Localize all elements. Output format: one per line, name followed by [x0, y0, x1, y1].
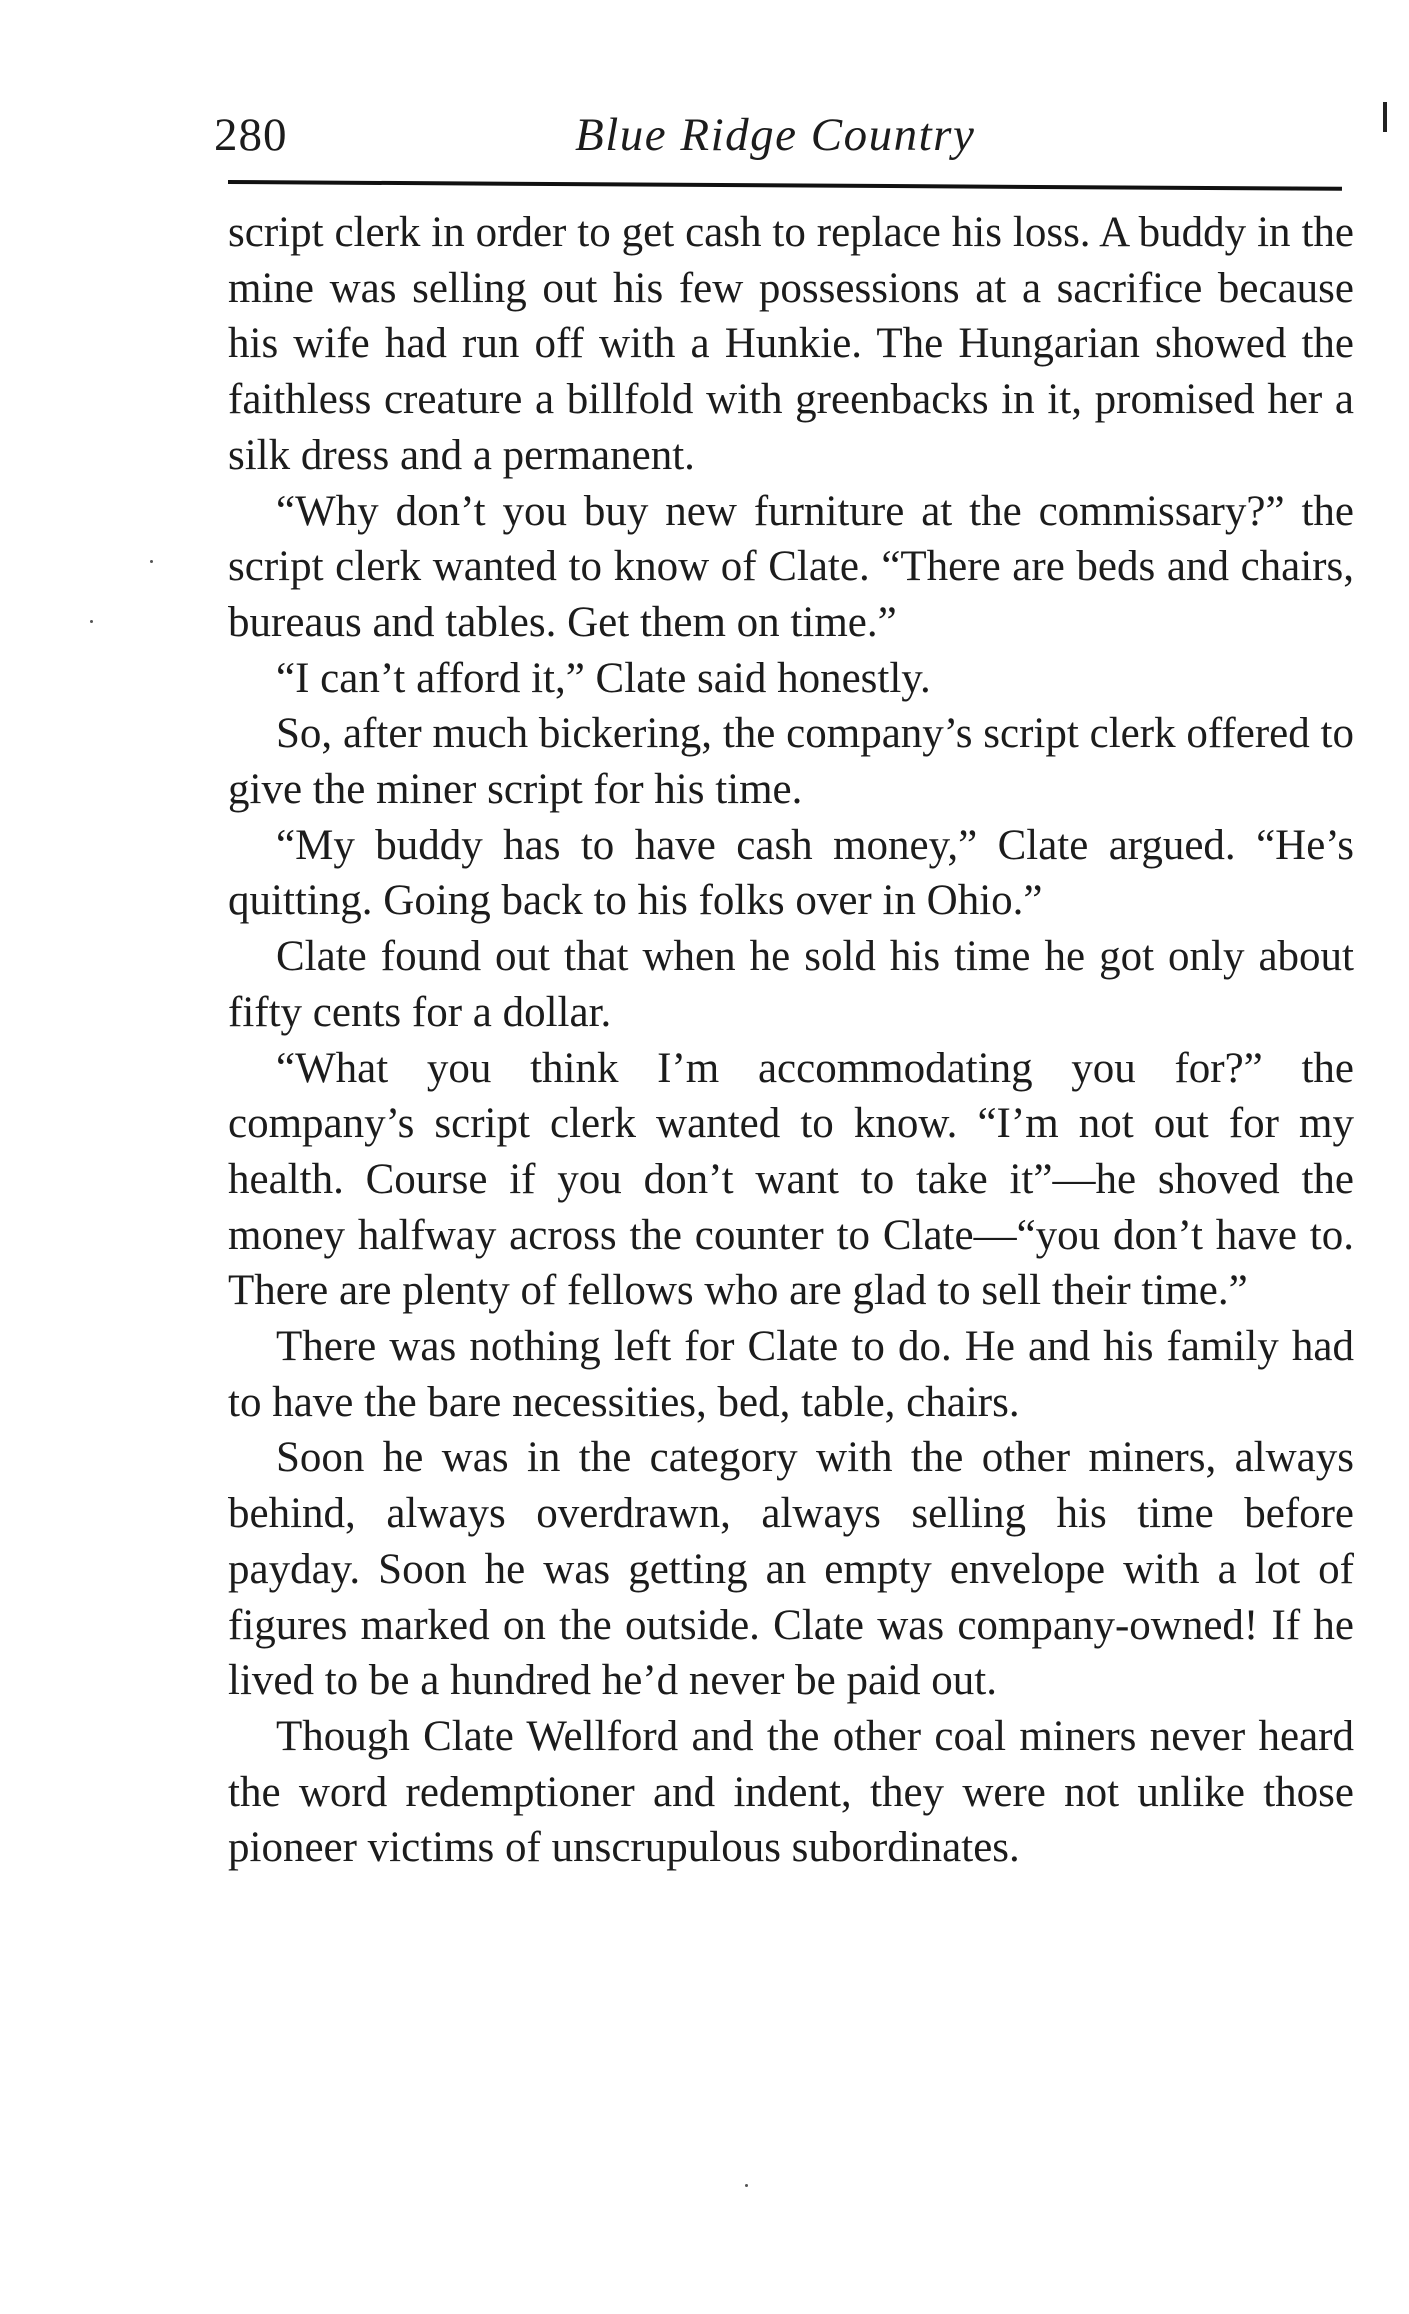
scan-speck [150, 560, 153, 563]
page-number: 280 [214, 109, 288, 161]
paragraph: There was nothing left for Clate to do. He and his family had to have the bare necessities, bed, table, chairs. [228, 1323, 1354, 1426]
paragraph: “What you think I’m accommodating you for?” the company’s script clerk wanted to know. “I’m not out for my health. Course if you don’t want to take it”—he shoved the money halfway across the counter to Clate—“you don’t have to. There are plenty of fellows who are glad to sell their time.” [228, 1044, 1354, 1315]
margin-mark [1383, 102, 1387, 132]
body-text [228, 205, 1354, 1876]
paragraph: “Why don’t you buy new furniture at the commissary?” the script clerk wanted to know of Clate. “There are beds and chairs, bureaus and tables. Get them on time.” [228, 487, 1354, 646]
paragraph: Soon he was in the category with the other miners, always behind, always overdrawn, always selling his time before payday. Soon he was getting an empty envelope with a lot of figures marked on the outside. Clate was company-owned! If he lived to be a hundred he’d never be paid out. [228, 1434, 1354, 1705]
paragraph: “My buddy has to have cash money,” Clate argued. “He’s quitting. Going back to his folks over in Ohio.” [228, 821, 1354, 925]
header-rule [228, 180, 1342, 191]
scan-speck [745, 2184, 748, 2187]
paragraph: So, after much bickering, the company’s script clerk offered to give the miner script for his time. [228, 710, 1354, 814]
paragraph: “I can’t afford it,” Clate said honestly. [276, 654, 931, 702]
paragraph: script clerk in order to get cash to replace his loss. A buddy in the mine was selling out his few possessions at a sacrifice because his wife had run off with a Hunkie. The Hungarian showed the faithless creature a billfold with greenbacks in it, promised her a silk dress and a permanent. [228, 209, 1354, 479]
running-head-title: Blue Ridge Country [575, 109, 976, 161]
paragraph: Though Clate Wellford and the other coal miners never heard the word redemptioner and indent, they were not unlike those pioneer victims of unscrupulous subordinates. [228, 1712, 1354, 1872]
page-header [0, 95, 1409, 175]
paragraph: Clate found out that when he sold his time he got only about fifty cents for a dollar. [228, 933, 1354, 1036]
scan-speck [90, 620, 93, 623]
